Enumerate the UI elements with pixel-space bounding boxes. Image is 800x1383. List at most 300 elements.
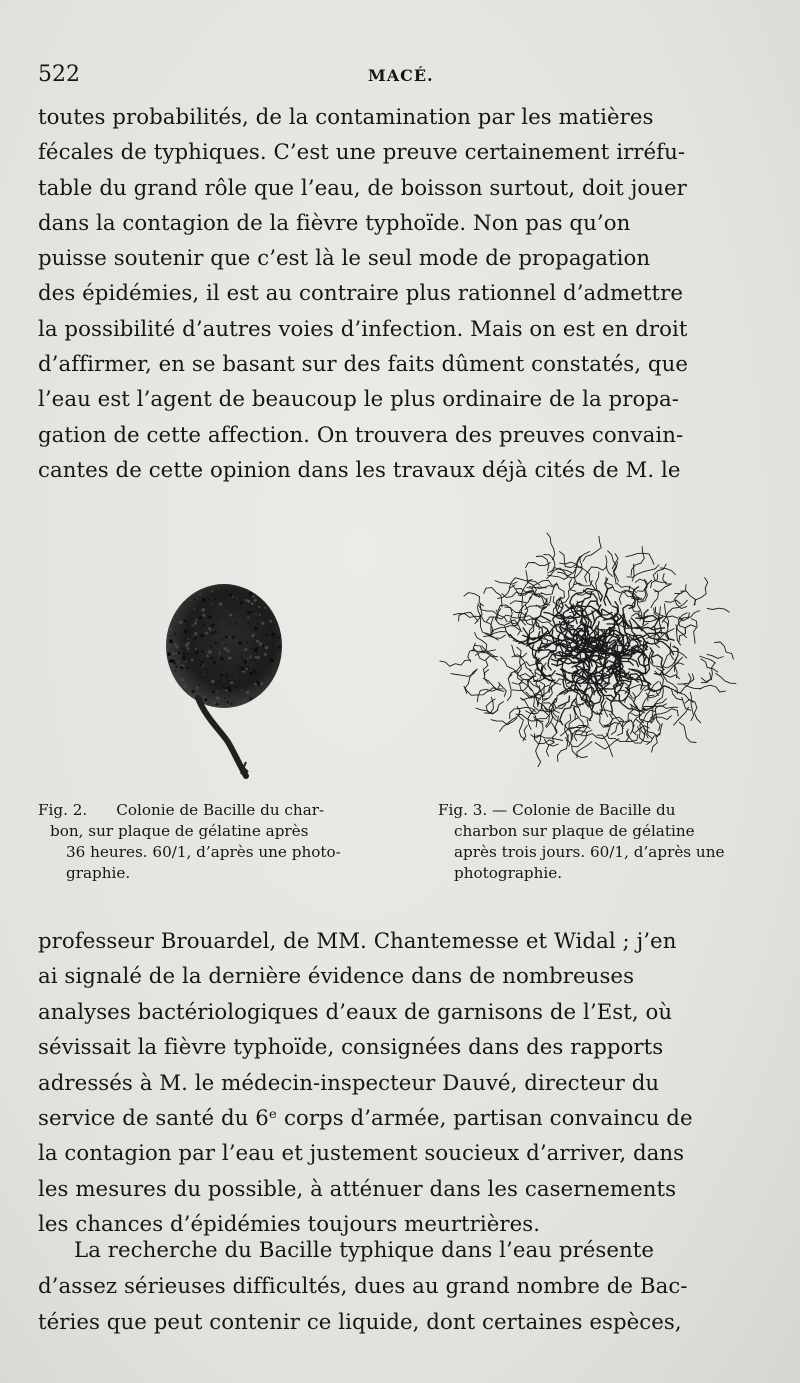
paragraph-1: [38, 100, 760, 488]
text-line: service de santé du 6ᵉ corps d’armée, partisan convaincu de: [38, 1105, 693, 1131]
speckle: [191, 625, 192, 626]
speckle: [229, 637, 230, 638]
speckle: [212, 598, 213, 599]
speckle: [245, 599, 248, 602]
speckle: [250, 611, 252, 613]
speckle: [251, 602, 254, 605]
filament: [694, 577, 708, 605]
figure-2-caption: [38, 800, 418, 884]
speckle: [194, 608, 196, 610]
filament: [606, 556, 613, 577]
filament: [585, 566, 608, 582]
speckle: [210, 646, 212, 648]
text-line: La recherche du Bacille typhique dans l’eau présente: [74, 1238, 655, 1263]
speckle: [184, 630, 187, 633]
speckle: [206, 655, 209, 658]
speckle: [247, 611, 250, 614]
speckle: [246, 668, 248, 670]
colony-filaments: [440, 533, 737, 768]
text-line: dans la contagion de la fièvre typhoïde. Non pas qu’on: [38, 210, 631, 236]
speckle: [184, 620, 187, 623]
speckle: [249, 592, 252, 595]
filament: [680, 591, 695, 605]
filament: [577, 742, 592, 758]
paragraph-3: [38, 1233, 760, 1341]
text-line: d’assez sérieuses difficultés, dues au grand nombre de Bac-: [38, 1274, 688, 1299]
speckle: [221, 621, 223, 623]
speckle: [241, 668, 244, 671]
filament: [483, 635, 506, 639]
speckle: [235, 609, 236, 610]
filament: [517, 647, 522, 673]
speckle: [173, 632, 175, 634]
speckle: [197, 642, 198, 643]
speckle: [170, 659, 173, 662]
speckle: [222, 687, 223, 688]
speckle: [275, 634, 277, 636]
filament: [583, 536, 602, 562]
text-line: gation de cette affection. On trouvera des preuves convain-: [38, 422, 684, 448]
speckle: [202, 614, 205, 617]
filament: [440, 660, 471, 666]
text-line: professeur Brouardel, de MM. Chantemesse et Widal ; j’en: [38, 929, 677, 954]
filament: [559, 551, 565, 567]
speckle: [265, 634, 267, 636]
speckle: [181, 648, 183, 650]
filament: [631, 546, 644, 575]
speckle: [220, 674, 223, 677]
speckle: [216, 691, 218, 693]
filament: [595, 739, 619, 750]
speckle: [261, 622, 264, 625]
filament: [512, 645, 532, 671]
text-line: fécales de typhiques. C’est une preuve certainement irréfu-: [38, 140, 686, 166]
filament: [661, 705, 678, 708]
filament: [707, 608, 730, 612]
speckle: [254, 627, 258, 631]
speckle: [210, 652, 211, 653]
speckle: [225, 644, 227, 646]
filament: [644, 689, 658, 696]
caption-line: bon, sur plaque de gélatine après: [50, 822, 309, 840]
speckle: [186, 642, 189, 645]
speckle: [254, 683, 257, 686]
speckle: [244, 656, 245, 657]
filament: [535, 607, 546, 634]
filament: [546, 743, 554, 757]
speckle: [218, 704, 219, 705]
text-line: les mesures du possible, à atténuer dans les casernements: [38, 1176, 677, 1202]
speckle: [218, 612, 219, 613]
speckle: [278, 646, 281, 649]
speckle: [253, 599, 256, 602]
speckle: [195, 648, 197, 650]
speckle: [173, 662, 175, 664]
filament: [611, 683, 624, 715]
speckle: [202, 664, 204, 666]
speckle: [257, 617, 258, 618]
speckle: [205, 668, 207, 670]
speckle: [270, 658, 274, 662]
speckle: [249, 655, 252, 658]
speckle: [258, 606, 260, 608]
speckle: [191, 658, 194, 661]
speckle: [264, 607, 266, 609]
speckle: [246, 691, 249, 694]
speckle: [218, 666, 220, 668]
filament: [557, 737, 567, 762]
speckle: [200, 634, 204, 638]
speckle: [201, 608, 205, 612]
speckle: [247, 641, 249, 643]
speckle: [215, 703, 217, 705]
speckle: [270, 629, 271, 630]
speckle: [235, 676, 236, 677]
speckle: [229, 655, 230, 656]
speckle: [247, 616, 249, 618]
speckle: [216, 696, 220, 700]
speckle: [234, 623, 236, 625]
speckle: [212, 603, 213, 604]
speckle: [262, 635, 263, 636]
speckle: [220, 657, 223, 660]
speckle: [208, 703, 209, 704]
filament: [690, 692, 693, 721]
speckle: [265, 646, 268, 649]
speckle: [204, 695, 206, 697]
filament: [543, 683, 561, 699]
filament: [600, 710, 631, 722]
speckle: [208, 615, 211, 618]
filament: [512, 596, 523, 626]
speckle: [247, 657, 249, 659]
text-line: la contagion par l’eau et justement soucieux d’arriver, dans: [38, 1141, 685, 1167]
speckle: [188, 651, 189, 652]
speckle: [241, 690, 243, 692]
filament: [632, 564, 634, 582]
speckle: [210, 632, 211, 633]
speckle: [269, 620, 272, 623]
speckle: [238, 641, 242, 645]
speckle: [185, 661, 186, 662]
filament: [650, 647, 654, 663]
speckle: [254, 656, 256, 658]
speckle: [271, 633, 275, 637]
speckle: [196, 686, 199, 689]
filament: [716, 673, 737, 683]
caption-line: — Colonie de Bacille du: [492, 801, 676, 819]
speckle: [252, 634, 256, 638]
filament: [559, 562, 576, 564]
filament: [484, 697, 493, 714]
text-line: cantes de cette opinion dans les travaux déjà cités de M. le: [38, 457, 681, 483]
speckle: [229, 593, 232, 596]
filament: [583, 589, 603, 602]
speckle: [218, 588, 219, 589]
speckle: [254, 659, 256, 661]
filament: [464, 593, 484, 607]
speckle: [177, 660, 179, 662]
speckle: [197, 622, 198, 623]
text-line: la possibilité d’autres voies d’infection. Mais on est en droit: [38, 316, 688, 342]
filament: [683, 674, 694, 684]
figure-2-colony-illustration: [158, 580, 293, 785]
filament: [699, 685, 725, 692]
speckle: [252, 595, 254, 597]
filament: [596, 572, 601, 601]
speckle: [193, 625, 195, 627]
speckle: [199, 663, 202, 666]
speckle: [228, 624, 230, 626]
text-line: des épidémies, il est au contraire plus rationnel d’admettre: [38, 281, 683, 307]
speckle: [232, 636, 235, 639]
speckle: [187, 638, 189, 640]
speckle: [244, 648, 247, 651]
filament: [510, 634, 541, 644]
speckle: [169, 628, 172, 631]
figure-3-caption: [438, 800, 768, 884]
speckle: [213, 661, 216, 664]
filament: [679, 722, 696, 742]
speckle: [264, 653, 267, 656]
filament: [628, 704, 633, 720]
caption-line: Colonie de Bacille du char-: [116, 801, 325, 819]
speckle: [214, 631, 217, 634]
speckle: [201, 661, 203, 663]
speckle: [256, 640, 259, 643]
speckle: [210, 657, 213, 660]
speckle: [224, 647, 228, 651]
speckle: [260, 682, 263, 685]
figure-2-label: Fig. 2.: [38, 801, 88, 819]
speckle: [201, 650, 204, 653]
caption-line: photographie.: [454, 864, 563, 882]
speckle: [237, 597, 238, 598]
text-line: ai signalé de la dernière évidence dans de nombreuses: [38, 964, 635, 990]
text-line: table du grand rôle que l’eau, de boisson surtout, doit jouer: [38, 175, 687, 201]
speckle: [232, 596, 234, 598]
speckle: [199, 616, 203, 620]
speckle: [218, 680, 220, 682]
figure-3-colony-illustration: [420, 525, 750, 795]
colony-tail: [198, 698, 246, 776]
speckle: [167, 652, 171, 656]
speckle: [227, 649, 230, 652]
paragraph-2: [38, 924, 760, 1243]
speckle: [225, 636, 228, 639]
filament: [660, 568, 676, 575]
speckle: [182, 652, 185, 655]
speckle: [249, 672, 253, 676]
filament: [453, 614, 481, 618]
speckle: [187, 647, 190, 650]
speckle: [182, 656, 186, 660]
speckle: [237, 665, 239, 667]
running-head: MACÉ.: [368, 66, 434, 85]
text-line: puisse soutenir que c’est là le seul mode de propagation: [38, 246, 651, 272]
speckle: [222, 642, 224, 644]
speckle: [250, 697, 252, 699]
speckle: [219, 652, 221, 654]
speckle: [174, 643, 177, 646]
speckle: [175, 670, 177, 672]
speckle: [270, 672, 271, 673]
speckle: [194, 598, 196, 600]
speckle: [192, 690, 195, 693]
filament: [464, 686, 488, 695]
text-line: téries que peut contenir ce liquide, dont certaines espèces,: [38, 1310, 682, 1335]
speckle: [203, 624, 205, 626]
speckle: [202, 598, 206, 602]
filament: [653, 564, 667, 582]
caption-line: 36 heures. 60/1, d’après une photo-: [66, 843, 341, 861]
filament: [498, 682, 506, 697]
speckle: [180, 666, 183, 669]
speckle: [251, 648, 253, 650]
speckle: [259, 642, 263, 646]
filament: [536, 616, 552, 622]
speckle: [262, 645, 264, 647]
filament: [700, 659, 718, 673]
colony-body: [166, 584, 282, 708]
filament: [655, 585, 671, 592]
speckle: [199, 593, 201, 595]
text-line: adressés à M. le médecin-inspecteur Dauvé, directeur du: [38, 1070, 660, 1096]
speckle: [208, 630, 209, 631]
speckle: [229, 614, 232, 617]
speckle: [231, 703, 233, 705]
speckle: [255, 613, 257, 615]
speckle: [244, 700, 246, 702]
speckle: [214, 598, 216, 600]
filament: [701, 663, 715, 682]
speckle: [198, 685, 199, 686]
filament: [532, 580, 558, 586]
speckle: [227, 701, 230, 704]
caption-line: graphie.: [66, 864, 131, 882]
filament: [691, 619, 697, 644]
filament: [714, 642, 733, 659]
speckle: [230, 681, 233, 684]
filament: [675, 584, 687, 593]
text-line: sévissait la fièvre typhoïde, consignées dans des rapports: [38, 1035, 664, 1061]
speckle: [247, 600, 250, 603]
caption-line: après trois jours. 60/1, d’après une: [454, 843, 725, 861]
speckle: [179, 620, 183, 624]
speckle: [211, 625, 214, 628]
filament: [525, 562, 550, 568]
speckle: [211, 680, 215, 684]
filament: [604, 587, 614, 606]
speckle: [219, 602, 223, 606]
speckle: [227, 687, 231, 691]
page-header: [38, 62, 770, 92]
filament: [495, 581, 518, 585]
filament: [558, 696, 570, 707]
text-line: l’eau est l’agent de beaucoup le plus ordinaire de la propa-: [38, 387, 680, 413]
speckle: [212, 690, 215, 693]
filament: [544, 739, 558, 746]
speckle: [181, 678, 184, 681]
speckle: [221, 638, 223, 640]
speckle: [211, 590, 213, 592]
filament: [644, 679, 670, 692]
speckle: [194, 632, 197, 635]
speckle: [255, 650, 258, 653]
speckle: [226, 703, 228, 705]
caption-line: charbon sur plaque de gélatine: [454, 822, 695, 840]
speckle: [224, 687, 225, 688]
speckle: [186, 653, 188, 655]
filament: [678, 613, 687, 634]
filament: [707, 654, 724, 658]
speckle: [172, 652, 175, 655]
speckle: [194, 638, 196, 640]
filament: [629, 620, 641, 647]
speckle: [215, 642, 217, 644]
speckle: [169, 639, 173, 643]
speckle: [205, 683, 206, 684]
filament: [518, 596, 530, 625]
speckle: [244, 660, 247, 663]
filament: [536, 734, 541, 767]
filament: [665, 600, 681, 604]
speckle: [190, 600, 191, 601]
filament: [484, 588, 503, 608]
speckle: [236, 687, 238, 689]
speckle: [255, 647, 258, 650]
filament: [605, 578, 612, 605]
speckle: [242, 656, 244, 658]
filament: [656, 714, 660, 731]
speckle: [219, 654, 220, 655]
speckle: [204, 698, 207, 701]
speckle: [245, 605, 246, 606]
speckle: [184, 684, 187, 687]
filament: [486, 615, 512, 622]
filament: [510, 601, 527, 604]
filament: [557, 556, 580, 575]
filament: [565, 565, 581, 569]
speckle: [205, 632, 208, 635]
speckle: [258, 614, 260, 616]
speckle: [224, 697, 225, 698]
speckle: [248, 622, 250, 624]
speckle: [252, 669, 255, 672]
speckle: [229, 680, 231, 682]
speckle: [176, 653, 178, 655]
speckle: [197, 652, 199, 654]
text-line: d’affirmer, en se basant sur des faits dûment constatés, que: [38, 352, 689, 378]
speckle: [192, 635, 194, 637]
speckle: [186, 660, 187, 661]
speckle: [175, 665, 177, 667]
speckle: [170, 635, 171, 636]
filament: [477, 684, 500, 702]
filament: [484, 669, 489, 684]
speckle: [195, 619, 197, 621]
speckle: [240, 601, 243, 604]
figure-3-label: Fig. 3.: [438, 801, 488, 819]
page-number: 522: [38, 62, 80, 87]
filament: [499, 706, 520, 732]
text-line: analyses bactériologiques d’eaux de garnisons de l’Est, où: [38, 999, 673, 1025]
filament: [603, 701, 608, 717]
filament: [563, 563, 582, 580]
speckle: [178, 652, 181, 655]
filament: [682, 697, 691, 710]
speckle: [204, 674, 205, 675]
